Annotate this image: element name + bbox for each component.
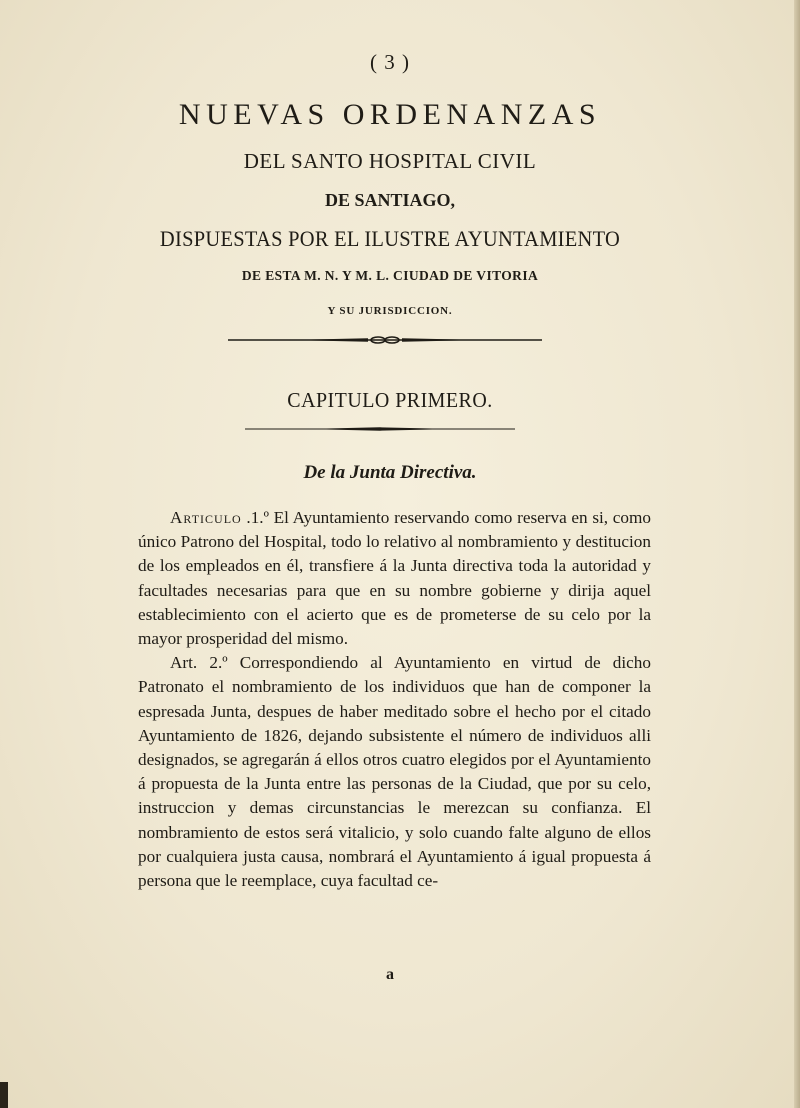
chapter-rule [245, 427, 515, 431]
page-edge [794, 0, 800, 1108]
section-title: De la Junta Directiva. [303, 462, 477, 483]
title-line-2: DEL SANTO HOSPITAL CIVIL [243, 149, 537, 173]
article-text: El Ayuntamiento reservando como reserva en si, como único Patrono del Hospital, todo lo relativo al nombramiento y destitucion de los empleados en él, transfiere á la Junta directiva toda la autoridad y facultades necesarias para que en su nombre gobierne y dirija aquel establecimiento con el acierto que es de prometerse de su celo por la mayor prosperidad del mismo. [138, 508, 651, 649]
binding-mark [0, 1082, 8, 1108]
title-line-4: DISPUESTAS POR EL ILUSTRE AYUNTAMIENTO [159, 226, 621, 251]
page-number: ( 3 ) [370, 50, 410, 74]
article-label: Articulo [170, 508, 242, 527]
title-line-5: DE ESTA M. N. Y M. L. CIUDAD DE VITORIA [241, 268, 539, 283]
article-2: Art. 2.º Correspondiendo al Ayuntamiento en virtud de dicho Patronato el nombramiento de los individuos que han de componer la espresada Junta, despues de haber meditado sobre el hecho por el citado Ayuntamiento de 1826, dejando subsistente el número de individuos alli designados, se agregarán á ellos otros cuatro elegidos por el Ayuntamiento á propuesta de la Junta entre las personas de la Ciudad, que por su celo, instruccion y demas circunstancias le merezcan su confianza. El nombramiento de estos será vitalicio, y solo cuando falte alguno de ellos por cualquiera justa causa, nombrará el Ayuntamiento á igual propuesta á persona que le reemplace, cuya facultad ce- [138, 653, 651, 891]
body-text [138, 506, 651, 893]
title-line-3: DE SANTIAGO, [324, 190, 456, 210]
ornamental-rule [228, 336, 542, 344]
title-line-1: NUEVAS ORDENANZAS [178, 98, 602, 131]
chapter-heading: CAPITULO PRIMERO. [287, 388, 493, 412]
title-line-6: Y SU JURISDICCION. [327, 305, 453, 317]
article-number: .1.º [241, 508, 269, 527]
article-1 [138, 506, 651, 651]
signature-mark: a [386, 966, 394, 983]
title-block [130, 95, 650, 319]
